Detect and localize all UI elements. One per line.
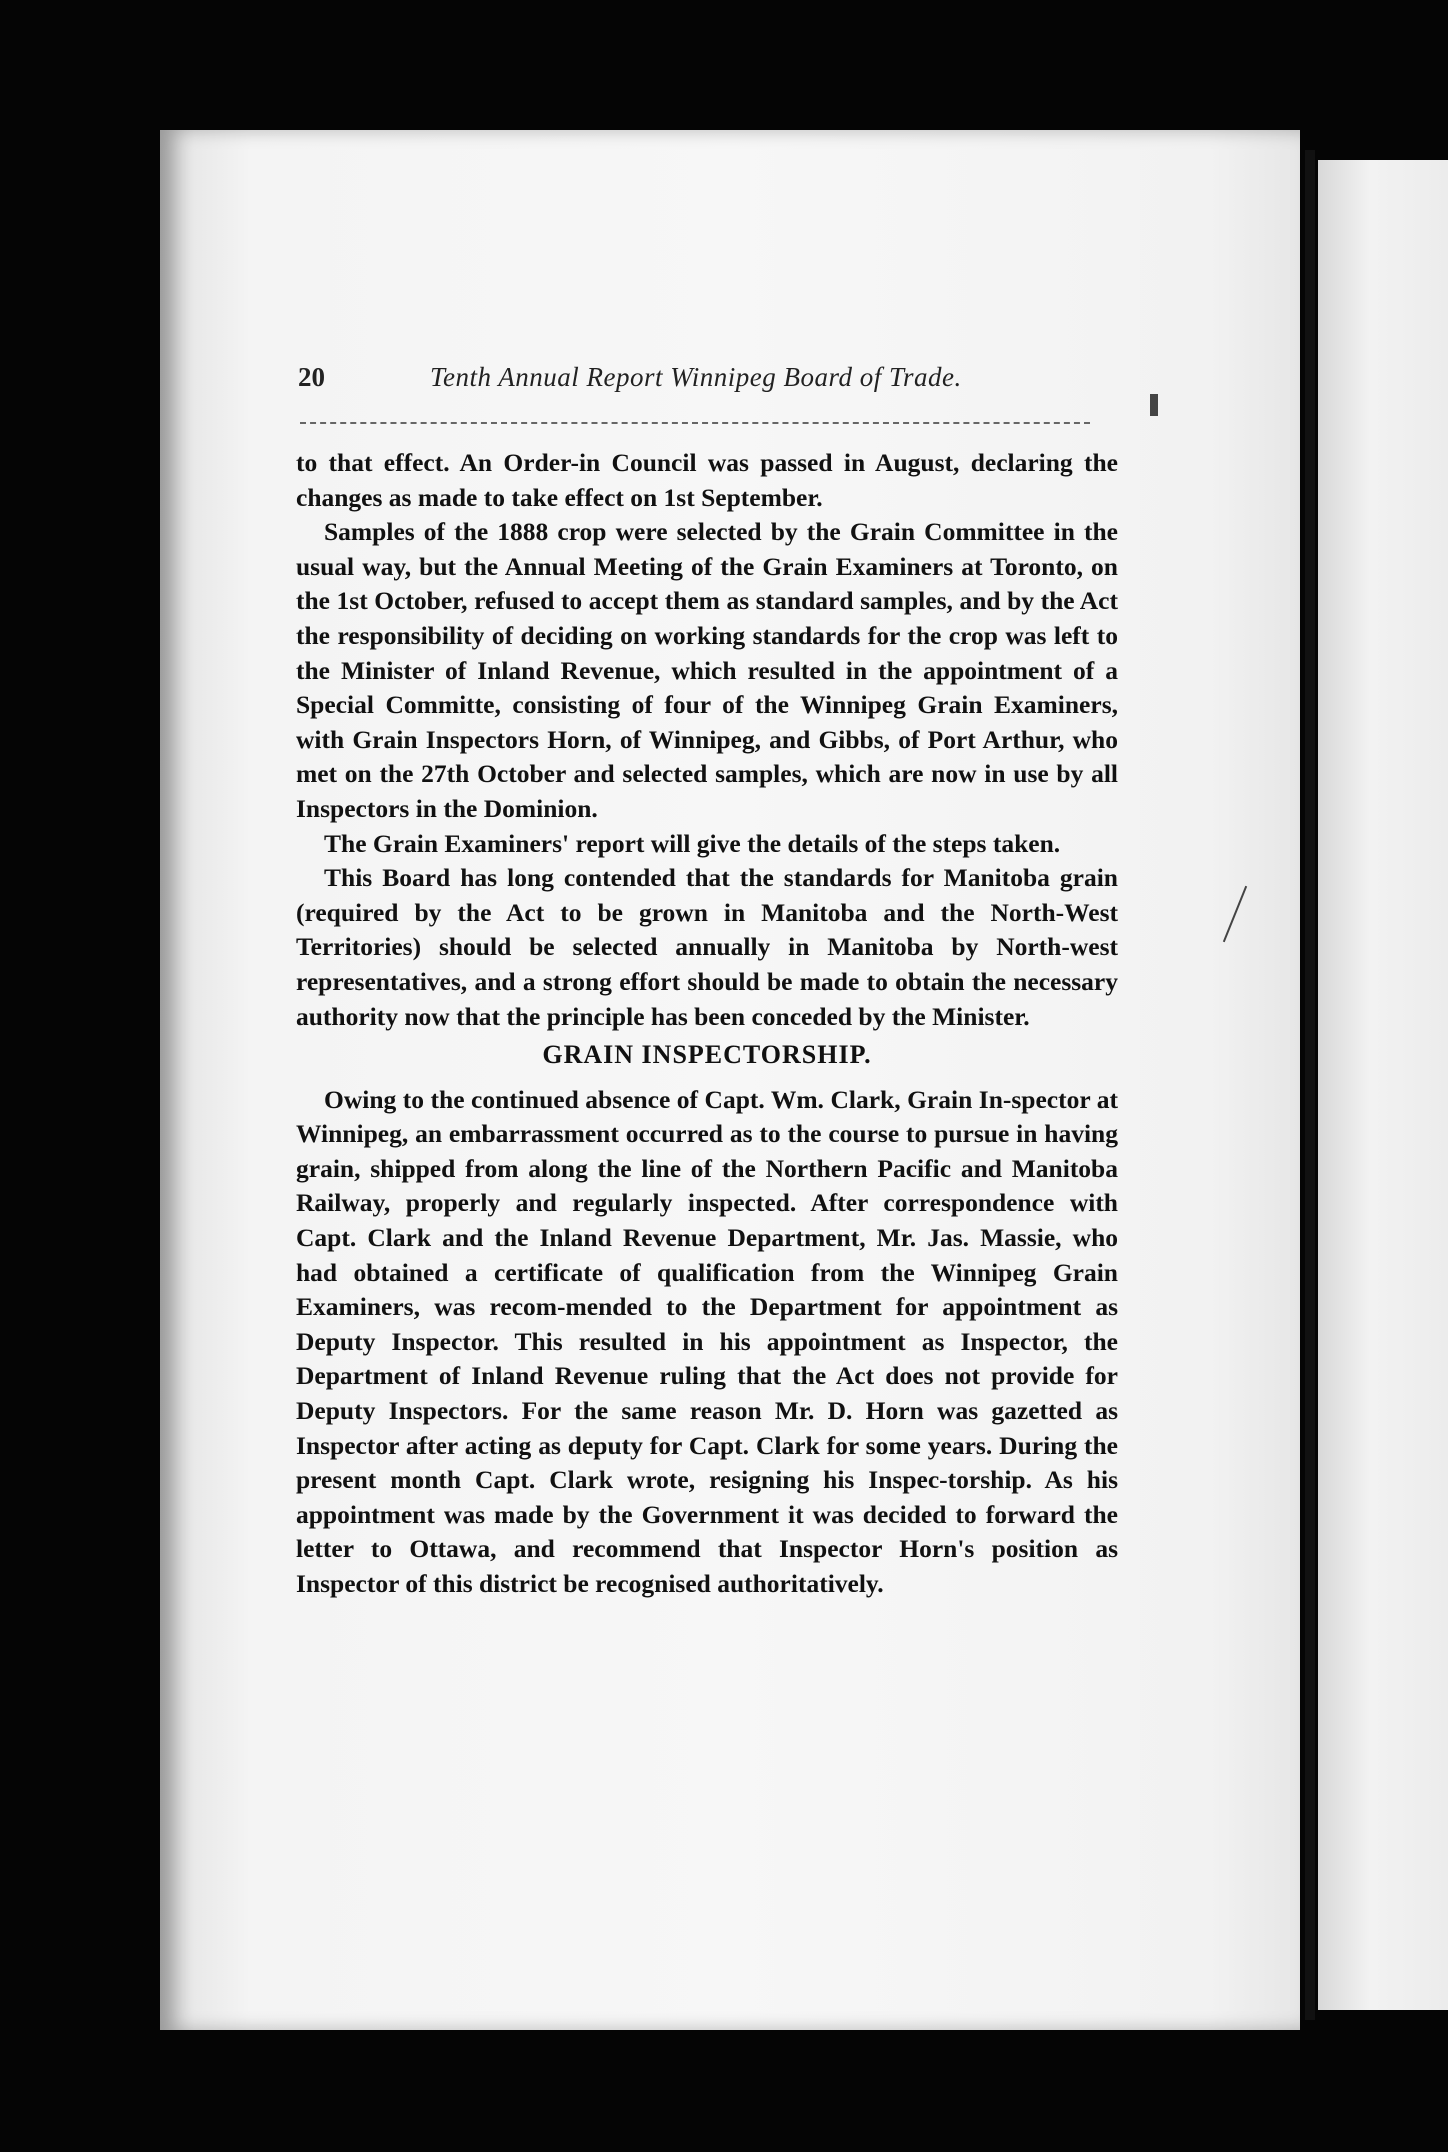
paragraph-standards: This Board has long contended that the standards for Manitoba grain (required by the Act to be grown in Manitoba and the North-West Territories) should be selected annually in Manitoba by North-west representatives, and a strong effort should be made to obtain the necessary authority now that the principle has been conceded by the Minister. bbox=[296, 863, 1118, 1031]
body-text bbox=[296, 446, 1118, 1602]
running-head bbox=[298, 362, 1098, 410]
running-title: Tenth Annual Report Winnipeg Board of Trade. bbox=[430, 362, 962, 392]
header-rule bbox=[300, 422, 1090, 424]
facing-page-edge bbox=[1318, 160, 1448, 2010]
section-heading: GRAIN INSPECTORSHIP. bbox=[542, 1040, 872, 1070]
paragraph-samples: Samples of the 1888 crop were selected by the Grain Committee in the usual way, but the Annual Meeting of the Grain Examiners at Toronto, on the 1st October, refused to accept them as standard samples, and by the Act the responsibility of deciding on working standards for the crop was left to the Minister of Inland Revenue, which resulted in the appointment of a Special Committe, consisting of four of the Winnipeg Grain Examiners, with Grain Inspectors Horn, of Winnipeg, and Gibbs, of Port Arthur, who met on the 27th October and selected samples, which are now in use by all Inspectors in the Dominion. bbox=[296, 517, 1118, 823]
scan-mark bbox=[1150, 394, 1158, 416]
page-gutter bbox=[1305, 150, 1315, 2020]
paragraph-examiners-report: The Grain Examiners' report will give the details of the steps taken. bbox=[324, 828, 1061, 858]
page-number: 20 bbox=[298, 362, 325, 392]
paragraph-continuation: to that effect. An Order-in Council was passed in August, declaring the changes as made to take effect on 1st September. bbox=[296, 448, 1118, 512]
paragraph-inspectorship: Owing to the continued absence of Capt. Wm. Clark, Grain In-spector at Winnipeg, an embarrassment occurred as to the course to pursue in having grain, shipped from along the line of the Northern Pacific and Manitoba Railway, properly and regularly inspected. After correspondence with Capt. Clark and the Inland Revenue Department, Mr. Jas. Massie, who had obtained a certificate of qualification from the Winnipeg Grain Examiners, was recom-mended to the Department for appointment as Deputy Inspector. This resulted in his appointment as Inspector, the Department of Inland Revenue ruling that the Act does not provide for Deputy Inspectors. For the same reason Mr. D. Horn was gazetted as Inspector after acting as deputy for Capt. Clark for some years. During the present month Capt. Clark wrote, resigning his Inspec-torship. As his appointment was made by the Government it was decided to forward the letter to Ottawa, and recommend that Inspector Horn's position as Inspector of this district be recognised authoritatively. bbox=[296, 1084, 1118, 1598]
